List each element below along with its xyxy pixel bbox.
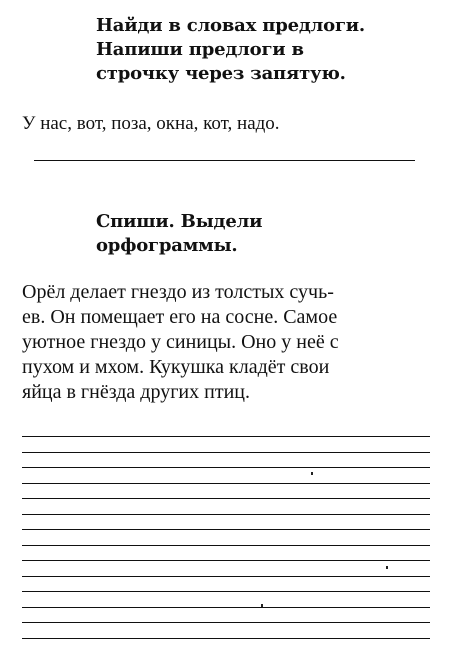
copy-text-line: уютное гнездо у синицы. Оно у неё с (22, 331, 339, 353)
writing-line[interactable] (22, 591, 430, 592)
print-speck (261, 604, 263, 607)
task1-answer-line[interactable] (34, 160, 415, 161)
copy-text-line: ев. Он помещает его на сосне. Самое (22, 306, 338, 328)
writing-line[interactable] (22, 576, 430, 577)
writing-line[interactable] (22, 638, 430, 639)
print-speck (311, 472, 313, 475)
task2-heading-line: орфограммы. (96, 235, 238, 256)
writing-line[interactable] (22, 622, 430, 623)
writing-line[interactable] (22, 452, 430, 453)
writing-line[interactable] (22, 560, 430, 561)
task1-heading-line: строчку через запятую. (96, 63, 346, 84)
writing-line[interactable] (22, 529, 430, 530)
writing-line[interactable] (22, 436, 430, 437)
copy-text-line: яйца в гнёзда других птиц. (22, 381, 250, 403)
task1-heading (96, 14, 365, 86)
writing-line[interactable] (22, 607, 430, 608)
task1-heading-line: Найди в словах предлоги. (96, 15, 365, 36)
task1-heading-line: Напиши предлоги в (96, 39, 304, 60)
task2-heading (96, 210, 262, 258)
task1-words: У нас, вот, поза, окна, кот, надо. (22, 113, 280, 134)
copy-text-line: пухом и мхом. Кукушка кладёт свои (22, 356, 330, 378)
writing-line[interactable] (22, 467, 430, 468)
print-speck (386, 566, 388, 569)
copy-text-line: Орёл делает гнездо из толстых сучь- (22, 281, 334, 303)
task2-heading-line: Спиши. Выдели (96, 211, 263, 232)
task2-copy-text (22, 280, 434, 405)
writing-line[interactable] (22, 483, 430, 484)
writing-line[interactable] (22, 514, 430, 515)
writing-line[interactable] (22, 498, 430, 499)
writing-line[interactable] (22, 545, 430, 546)
